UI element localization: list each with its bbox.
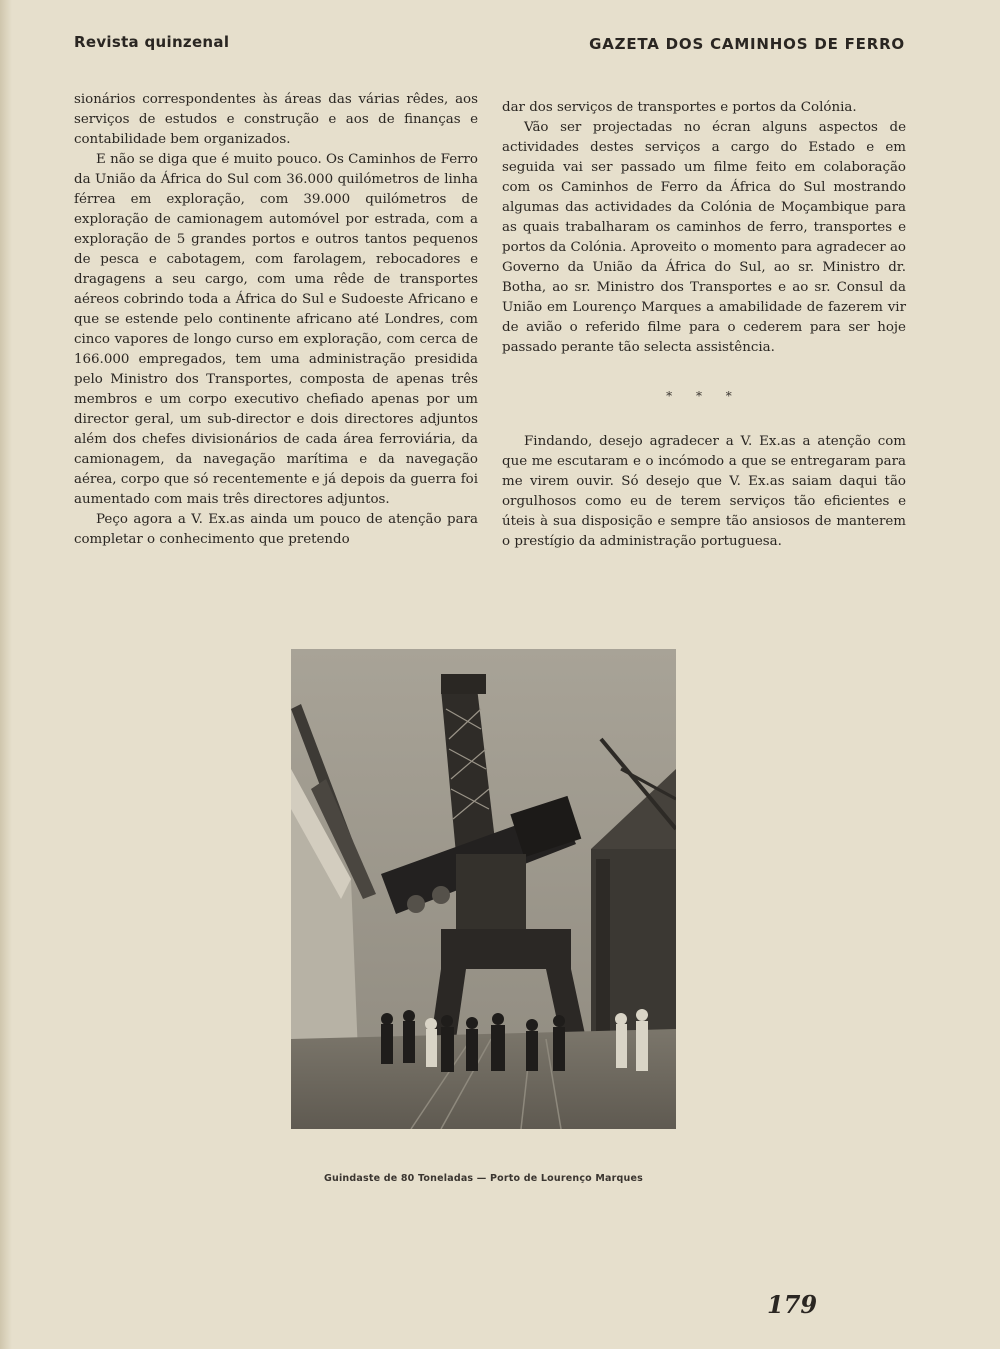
photo-caption: Guindaste de 80 Toneladas — Porto de Lourenço Marques (323, 1173, 644, 1184)
header-publication-title: GAZETA DOS CAMINHOS DE FERRO (589, 35, 905, 53)
crane-photograph (291, 649, 676, 1129)
paragraph: sionários correspondentes às áreas das várias rêdes, aos serviços de estudos e construção e aos de finanças e contabilidade bem organizados. (74, 92, 478, 147)
page-edge-shadow (0, 0, 12, 1349)
paragraph: E não se diga que é muito pouco. Os Caminhos de Ferro da União da África do Sul com 36.000 quilómetros de linha férrea em exploração, com 39.000 quilómetros de exploração de camionagem automóvel por estrada, com a exploração de 5 grandes portos e outros tantos pequenos de pesca e cabotagem, com farolagem, rebocadores e dragagens a seu cargo, com uma rêde de transportes aéreos cobrindo toda a África do Sul e Sudoeste Africano e que se estende pelo continente africano até Londres, com cinco vapores de longo curso em exploração, com cerca de 166.000 empregados, tem uma administração presidida pelo Ministro dos Transportes, composta de apenas três membros e um corpo executivo chefiado apenas por um director geral, um sub-director e dois directores adjuntos além dos chefes divisionários de cada área ferroviária, da camionagem, da navegação marítima e da navegação aérea, corpo que só recentemente e já depois da guerra foi aumentado com mais três directores adjuntos. (74, 152, 478, 507)
paragraph: Vão ser projectadas no écran alguns aspectos de actividades destes serviços a cargo do Estado e em seguida vai ser passado um filme feito em colaboração com os Caminhos de Ferro da África do Sul mostrando algumas das actividades da Colónia de Moçambique para as quais trabalharam os caminhos de ferro, transportes e portos da Colónia. Aproveito o momento para agradecer ao Governo da União da África do Sul, ao sr. Ministro dr. Botha, ao sr. Ministro dos Transportes e ao sr. Consul da União em Lourenço Marques a amabilidade de fazerem vir de avião o referido filme para o cederem para ser hoje passado perante tão selecta assistência. (502, 120, 906, 355)
page-number: 179 (767, 1290, 818, 1319)
section-separator: * * * (666, 389, 742, 403)
crane-photo-illustration (291, 649, 676, 1129)
paragraph: dar dos serviços de transportes e portos da Colónia. (502, 100, 857, 115)
left-text-column (74, 90, 478, 550)
paragraph: Peço agora a V. Ex.as ainda um pouco de atenção para completar o conhecimento que pretendo (74, 512, 478, 547)
header-section-title: Revista quinzenal (74, 33, 230, 51)
paragraph: Findando, desejo agradecer a V. Ex.as a atenção com que me escutaram e o incómodo a que se entregaram para me virem ouvir. Só desejo que V. Ex.as saiam daqui tão orgulhosos como eu de terem serviços tão eficientes e úteis à sua disposição e sempre tão ansiosos de manterem o prestígio da administração portuguesa. (502, 434, 906, 549)
right-text-column (502, 98, 906, 552)
